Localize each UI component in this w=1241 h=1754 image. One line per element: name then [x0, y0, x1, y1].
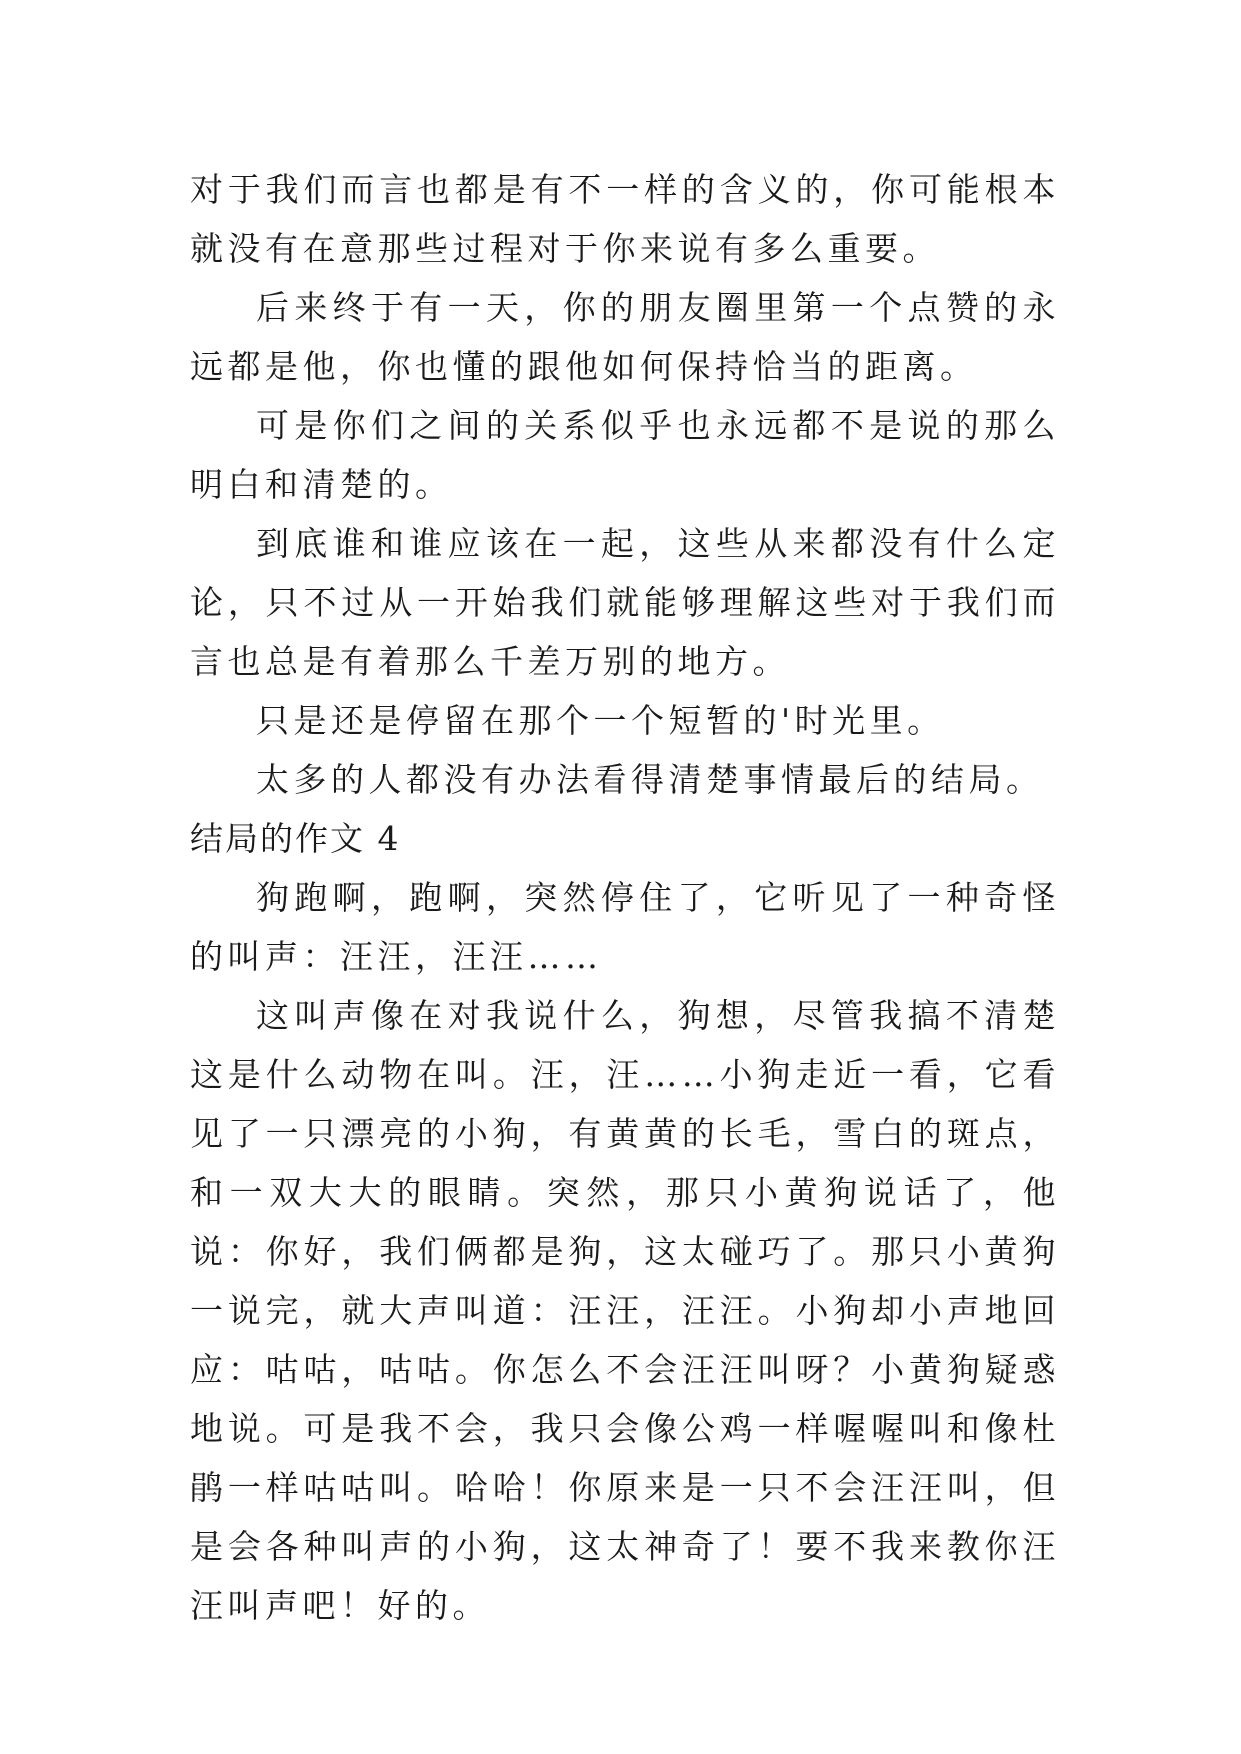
paragraph-continuation: 对于我们而言也都是有不一样的含义的，你可能根本就没有在意那些过程对于你来说有多么重要。 [190, 170, 1060, 268]
section-title: 结局的作文 4 [190, 819, 401, 858]
paragraph: 后来终于有一天，你的朋友圈里第一个点赞的永远都是他，你也懂的跟他如何保持恰当的距离。 [190, 288, 1060, 386]
paragraph: 太多的人都没有办法看得清楚事情最后的结局。 [256, 760, 1044, 799]
paragraph: 狗跑啊，跑啊，突然停住了，它听见了一种奇怪的叫声：汪汪，汪汪…… [190, 878, 1060, 976]
document-body [190, 160, 1060, 1635]
paragraph: 只是还是停留在那个一个短暂的'时光里。 [256, 701, 945, 740]
paragraph: 到底谁和谁应该在一起，这些从来都没有什么定论，只不过从一开始我们就能够理解这些对于我们而言也总是有着那么千差万别的地方。 [190, 524, 1060, 681]
paragraph: 这叫声像在对我说什么，狗想，尽管我搞不清楚这是什么动物在叫。汪，汪……小狗走近一看，它看见了一只漂亮的小狗，有黄黄的长毛，雪白的斑点，和一双大大的眼睛。突然，那只小黄狗说话了，他说：你好，我们俩都是狗，这太碰巧了。那只小黄狗一说完，就大声叫道：汪汪，汪汪。小狗却小声地回应：咕咕，咕咕。你怎么不会汪汪叫呀？小黄狗疑惑地说。可是我不会，我只会像公鸡一样喔喔叫和像杜鹃一样咕咕叫。哈哈！你原来是一只不会汪汪叫，但是会各种叫声的小狗，这太神奇了！要不我来教你汪汪叫声吧！好的。 [190, 996, 1060, 1625]
paragraph: 可是你们之间的关系似乎也永远都不是说的那么明白和清楚的。 [190, 406, 1060, 504]
